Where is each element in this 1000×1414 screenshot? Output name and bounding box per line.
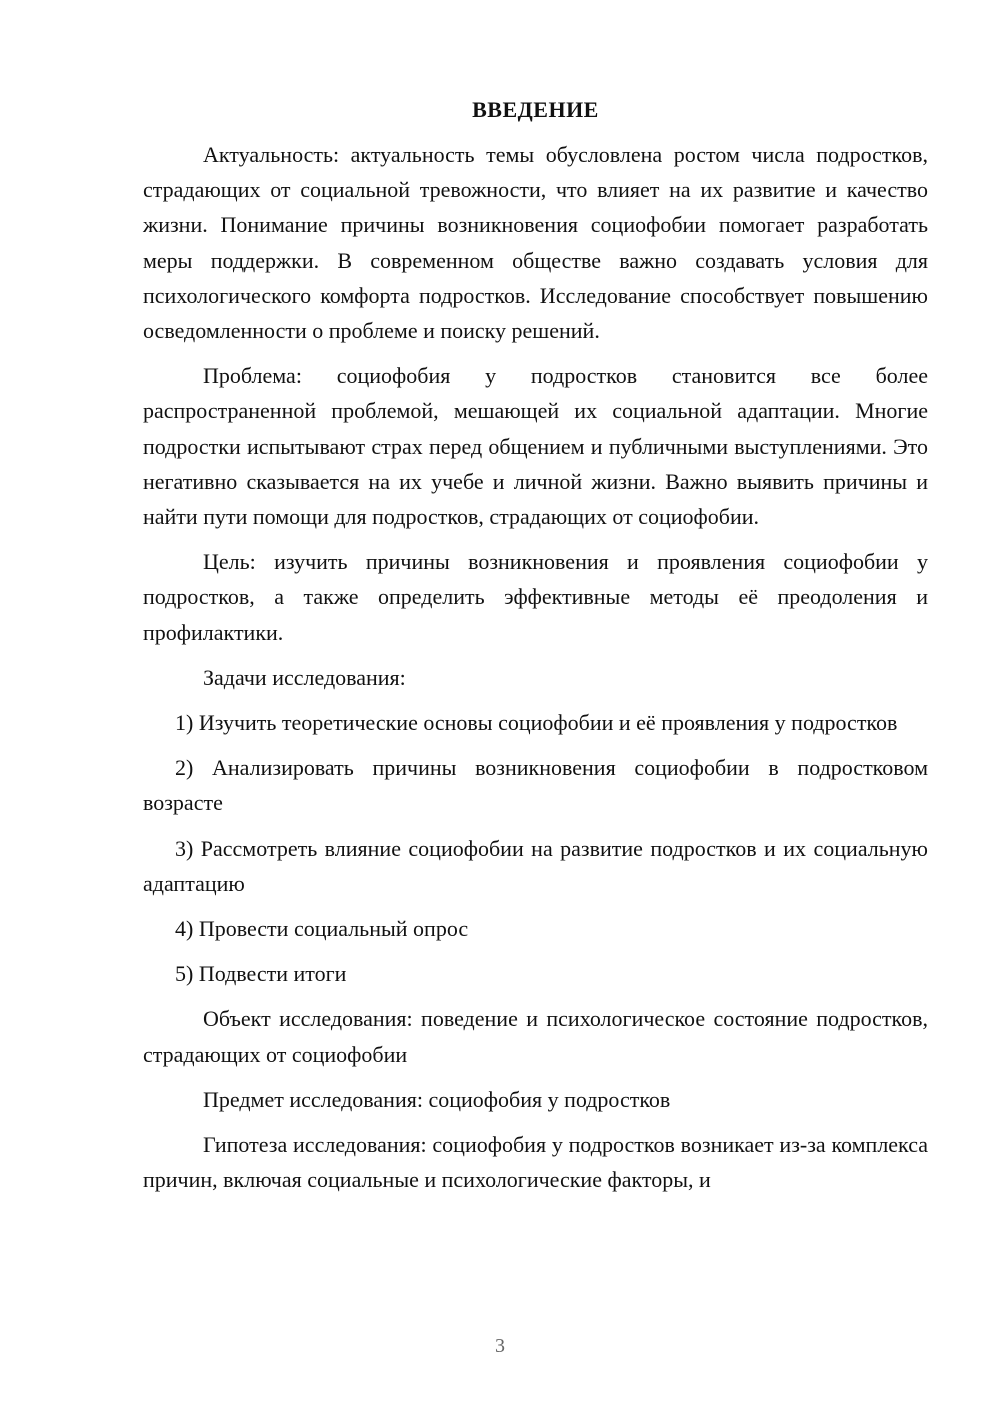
page-body (143, 95, 928, 1207)
paragraph-problem: Проблема: социофобия у подростков становится все более распространенной проблемой, мешающей их социальной адаптации. Многие подростки испытывают страх перед общением и публичными выступлениями. Это негативно сказывается на их учебе и личной жизни. Важно выявить причины и найти пути помощи для подростков, страдающих от социофобии. (143, 363, 928, 530)
paragraph-subject: Предмет исследования: социофобия у подростков (203, 1086, 671, 1112)
paragraph-goal: Цель: изучить причины возникновения и проявления социофобии у подростков, а также определить эффективные методы её преодоления и профилактики. (143, 549, 928, 645)
task-item-1: 1) Изучить теоретические основы социофобии и её проявления у подростков (175, 710, 898, 736)
tasks-title: Задачи исследования: (203, 664, 406, 690)
paragraph-relevance: Актуальность: актуальность темы обусловлена ростом числа подростков, страдающих от социальной тревожности, что влияет на их развитие и качество жизни. Понимание причины возникновения социофобии помогает разработать меры поддержки. В современном обществе важно создавать условия для психологического комфорта подростков. Исследование способствует повышению осведомленности о проблеме и поиску решений. (143, 142, 928, 344)
paragraph-object: Объект исследования: поведение и психологическое состояние подростков, страдающих от социофобии (143, 1006, 928, 1067)
task-item-4: 4) Провести социальный опрос (175, 916, 469, 942)
page-number: 3 (495, 1335, 505, 1357)
task-item-3: 3) Рассмотреть влияние социофобии на развитие подростков и их социальную адаптацию (143, 835, 928, 896)
paragraph-hypothesis: Гипотеза исследования: социофобия у подростков возникает из-за комплекса причин, включая социальные и психологические факторы, и (143, 1132, 928, 1193)
section-heading: ВВЕДЕНИЕ (472, 97, 599, 122)
task-item-5: 5) Подвести итоги (175, 961, 347, 987)
task-item-2: 2) Анализировать причины возникновения социофобии в подростковом возрасте (143, 755, 928, 816)
